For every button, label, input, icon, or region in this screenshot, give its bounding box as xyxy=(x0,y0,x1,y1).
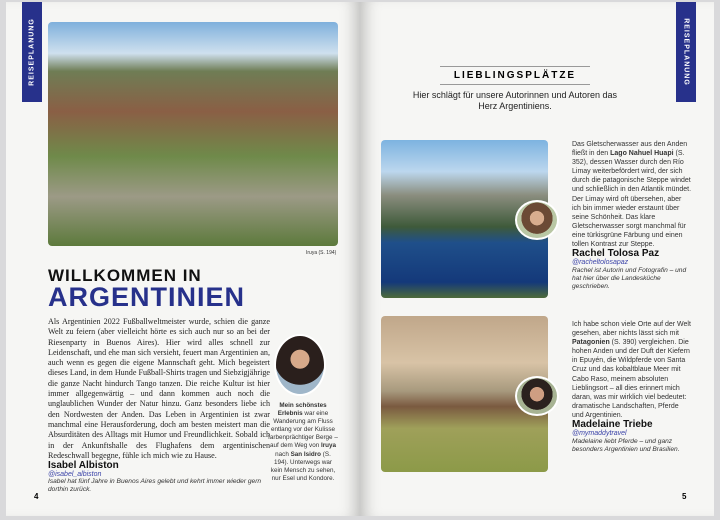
section-tab: REISEPLANUNG xyxy=(676,2,696,102)
right-page xyxy=(360,2,714,516)
entry-madelaine: Ich habe schon viele Orte auf der Welt gesehen, aber nichts lässt sich mit Patagonien (S. 390) vergleichen. Die hohen Anden und der Duft der Kiefern in Epuyén, die Wildpferde von Santa Cruz und das kobaltblaue Meer mit Cabo Raso, meinem absoluten Lieblingsort – all dies erinnert mich daran, was mir wirklich viel bedeutet: dramatische Landschaften, Pferde und Argentinien. Madelaine Triebe @mymaddytravel Madelaine liebt Pferde – und ganz besonders Argentinien und Brasilien. xyxy=(572,321,691,454)
left-page xyxy=(6,2,360,516)
author-avatar xyxy=(515,376,559,416)
author-name: Rachel Tolosa Paz xyxy=(572,248,660,260)
author-bio: Madelaine liebt Pferde – und ganz besonders Argentinien und Brasilien. xyxy=(572,438,680,454)
author-block xyxy=(48,460,270,494)
author-avatar xyxy=(515,200,559,240)
page-title: ARGENTINIEN xyxy=(48,282,246,312)
author-handle[interactable]: @racheltolosapaz xyxy=(572,259,629,267)
section-tab: REISEPLANUNG xyxy=(22,2,42,102)
author-name: Isabel Albiston xyxy=(48,460,119,471)
sidebar-note: Mein schönstes Erlebnis war eine Wanderung am Fluss entlang vor der Kulisse farbenprächtiger Berge – auf dem Weg von Iruya nach San Isidro (S. 194). Unterwegs war kein Mensch zu sehen, nur Esel und Kondore. xyxy=(268,402,338,482)
author-bio: Rachel ist Autorin und Fotografin – und hat hier über die Landesküche geschrieben. xyxy=(572,267,687,291)
intro-text: Als Argentinien 2022 Fußballweltmeister wurde, schien die ganze Welt zu feiern (aber vielleicht hörte es sich auch nur so an bei der Riesenparty in Buenos Aires). Hier wird alles schnell zur Leidenschaft, und ehe man sich versieht, feuert man Argentinien an, auch wenn es gegen die eigene Mannschaft geht. Mich begeistert dieses Land, in dem Hunde Fußball-Shirts tragen und Siebzigjährige die ganze Nacht hindurch Tango tanzen. Die reiche Kultur ist hier immer allgegenwärtig – und dann kommen auch noch die unglaublichen Wunder der Natur hinzu. Ganz besonders liebe ich den Nordwesten der Anden. Das Leben in Argentinien ist zwar manchmal eine Herausforderung, doch am besten meistert man die Absurditäten des Alltags mit Humor und Freundlichkeit. Sobald ich in der Ankunftshalle des Flughafens dem argentinischen Redeschwall begegne, fühle ich mich wie zu Hause. xyxy=(48,317,270,460)
author-handle[interactable]: @mymaddytravel xyxy=(572,430,627,438)
photo-caption: Iruya (S. 194) xyxy=(306,250,337,256)
entry-rachel: Das Gletscherwasser aus den Anden fließt in den Lago Nahuel Huapi (S. 352), dessen Wasser durch den Río Limay weiterbefördert wird, der sich durch die patagonische Steppe windet und schließlich in den Atlantik mündet. Der Limay wird oft übersehen, aber ich bin immer wieder erstaunt über seine Schönheit. Das klare Gletscherwasser sorgt manchmal für eine türkisgrüne Färbung und einen tollen Kontrast zur Steppe. Rachel Tolosa Paz @racheltolosapaz Rachel ist Autorin und Fotografin – und hat hier über die Landesküche geschrieben. xyxy=(572,141,692,291)
author-bio: Isabel hat fünf Jahre in Buenos Aires gelebt und kehrt immer wieder gern dorthin zurück. xyxy=(48,478,262,493)
page-number: 5 xyxy=(682,492,687,501)
author-name: Madelaine Triebe xyxy=(572,419,653,431)
author-handle[interactable]: @isabel_albiston xyxy=(48,471,102,478)
iruya-photo xyxy=(48,22,338,246)
title-line1: WILLKOMMEN IN xyxy=(48,266,202,285)
section-subheading: Hier schlägt für unsere Autorinnen und Autoren das Herz Argentiniens. xyxy=(412,90,618,111)
section-heading: LIEBLINGSPLÄTZE xyxy=(440,66,590,85)
page-number: 4 xyxy=(34,492,39,501)
author-avatar xyxy=(274,334,326,396)
